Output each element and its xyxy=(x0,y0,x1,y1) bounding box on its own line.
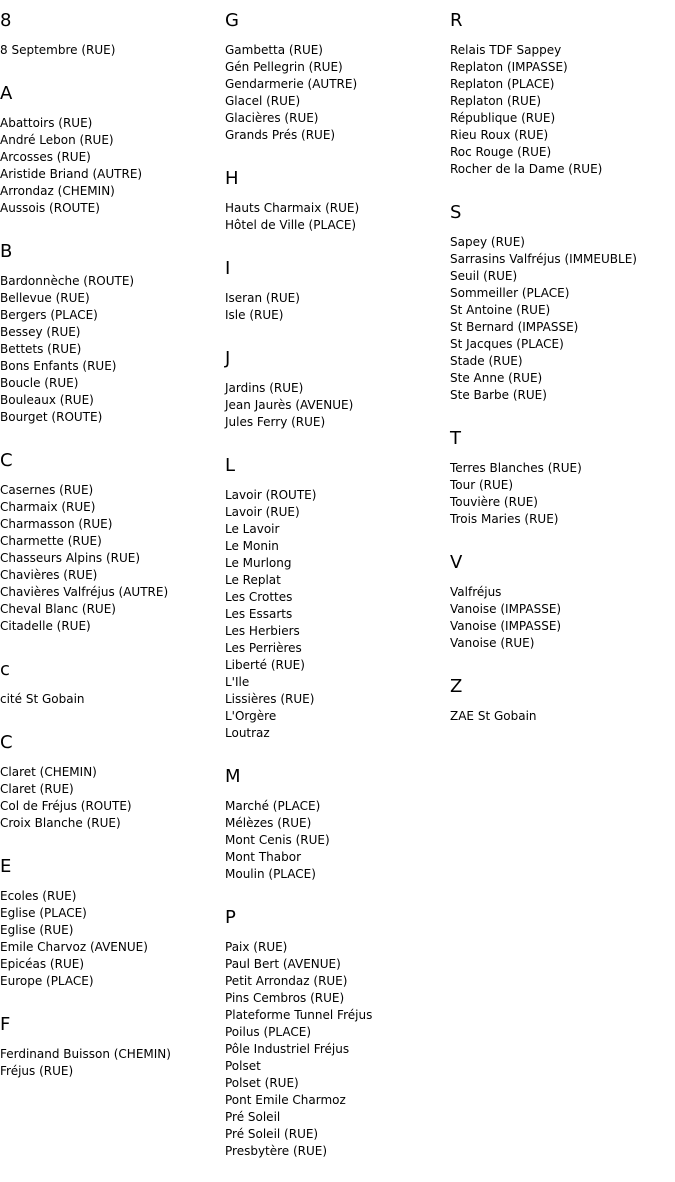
street-entry: Replaton (PLACE) xyxy=(450,77,555,91)
street-entry: Col de Fréjus (ROUTE) xyxy=(0,799,132,813)
street-entry: Pôle Industriel Fréjus xyxy=(225,1042,350,1056)
street-entry: Europe (PLACE) xyxy=(0,974,94,988)
street-entry: Marché (PLACE) xyxy=(225,799,321,813)
street-entry: Ste Barbe (RUE) xyxy=(450,388,547,402)
street-entry: Trois Maries (RUE) xyxy=(450,512,559,526)
street-entry: André Lebon (RUE) xyxy=(0,133,114,147)
street-entry: Pré Soleil xyxy=(225,1110,281,1124)
street-entry: L'Ile xyxy=(225,675,250,689)
street-entry: Bellevue (RUE) xyxy=(0,291,90,305)
street-entry: Lavoir (ROUTE) xyxy=(225,488,317,502)
street-entry: Hôtel de Ville (PLACE) xyxy=(225,218,357,232)
street-entry: Glacières (RUE) xyxy=(225,111,319,125)
letter-group xyxy=(225,453,450,742)
street-entry: Isle (RUE) xyxy=(225,308,284,322)
street-entry: Polset xyxy=(225,1059,261,1073)
street-entry: Hauts Charmaix (RUE) xyxy=(225,201,360,215)
letter-group xyxy=(0,448,225,635)
letter-group xyxy=(0,81,225,217)
street-entry: Jean Jaurès (AVENUE) xyxy=(225,398,354,412)
street-entry: Eglise (RUE) xyxy=(0,923,74,937)
street-entry: Les Crottes xyxy=(225,590,293,604)
street-entry: Glacel (RUE) xyxy=(225,94,301,108)
street-entry: Fréjus (RUE) xyxy=(0,1064,74,1078)
street-entry: Roc Rouge (RUE) xyxy=(450,145,552,159)
street-entry: Bourget (ROUTE) xyxy=(0,410,103,424)
letter-heading: J xyxy=(225,348,231,369)
street-entry: Bons Enfants (RUE) xyxy=(0,359,117,373)
street-entry: Eglise (PLACE) xyxy=(0,906,87,920)
letter-heading: A xyxy=(0,83,13,104)
street-entry: Bouleaux (RUE) xyxy=(0,393,94,407)
street-entry: Valfréjus xyxy=(450,585,502,599)
street-entry: Boucle (RUE) xyxy=(0,376,79,390)
street-entry: Le Lavoir xyxy=(225,522,280,536)
street-entry: St Antoine (RUE) xyxy=(450,303,551,317)
street-entry: Les Perrières xyxy=(225,641,302,655)
street-index-column xyxy=(0,8,225,1102)
street-entry: Liberté (RUE) xyxy=(225,658,305,672)
street-entry: Polset (RUE) xyxy=(225,1076,299,1090)
street-entry: Paul Bert (AVENUE) xyxy=(225,957,341,971)
street-entry: Epicéas (RUE) xyxy=(0,957,84,971)
street-entry: Pont Emile Charmoz xyxy=(225,1093,346,1107)
street-entry: Petit Arrondaz (RUE) xyxy=(225,974,348,988)
street-entry: Presbytère (RUE) xyxy=(225,1144,328,1158)
letter-group xyxy=(0,730,225,832)
street-entry: Sommeiller (PLACE) xyxy=(450,286,570,300)
letter-group xyxy=(225,166,450,234)
street-entry: Bettets (RUE) xyxy=(0,342,82,356)
street-entry: Charmasson (RUE) xyxy=(0,517,113,531)
street-entry: Rieu Roux (RUE) xyxy=(450,128,549,142)
street-entry: Ecoles (RUE) xyxy=(0,889,77,903)
street-entry: Arcosses (RUE) xyxy=(0,150,91,164)
street-entry: Mont Cenis (RUE) xyxy=(225,833,330,847)
street-entry: Seuil (RUE) xyxy=(450,269,518,283)
street-entry: Mont Thabor xyxy=(225,850,302,864)
street-index-column xyxy=(450,8,675,747)
letter-group xyxy=(225,346,450,431)
letter-heading: G xyxy=(225,10,239,31)
street-entry: Vanoise (IMPASSE) xyxy=(450,602,562,616)
street-entry: Le Replat xyxy=(225,573,281,587)
street-entry: Le Monin xyxy=(225,539,279,553)
street-entry: Les Herbiers xyxy=(225,624,300,638)
street-entry: ZAE St Gobain xyxy=(450,709,537,723)
street-entry: Jardins (RUE) xyxy=(225,381,304,395)
letter-heading: Z xyxy=(450,676,463,697)
letter-group xyxy=(450,8,675,178)
street-entry: Touvière (RUE) xyxy=(450,495,538,509)
street-entry: Chavières (RUE) xyxy=(0,568,98,582)
letter-group xyxy=(0,657,225,708)
street-entry: Aussois (ROUTE) xyxy=(0,201,100,215)
letter-heading: 8 xyxy=(0,10,12,31)
street-entry: Plateforme Tunnel Fréjus xyxy=(225,1008,373,1022)
street-entry: Paix (RUE) xyxy=(225,940,288,954)
street-entry: cité St Gobain xyxy=(0,692,85,706)
street-entry: Charmaix (RUE) xyxy=(0,500,96,514)
street-entry: Replaton (RUE) xyxy=(450,94,542,108)
letter-group xyxy=(0,854,225,990)
street-entry: Les Essarts xyxy=(225,607,293,621)
street-entry: Arrondaz (CHEMIN) xyxy=(0,184,115,198)
street-entry: Relais TDF Sappey xyxy=(450,43,562,57)
street-entry: Pins Cembros (RUE) xyxy=(225,991,345,1005)
letter-heading: C xyxy=(0,732,13,753)
street-entry: Poilus (PLACE) xyxy=(225,1025,312,1039)
street-entry: Abattoirs (RUE) xyxy=(0,116,93,130)
letter-group xyxy=(450,426,675,528)
letter-group xyxy=(225,905,450,1160)
street-entry: Moulin (PLACE) xyxy=(225,867,316,881)
letter-group xyxy=(225,256,450,324)
street-entry: Bardonnèche (ROUTE) xyxy=(0,274,135,288)
street-entry: Sapey (RUE) xyxy=(450,235,525,249)
street-entry: Chasseurs Alpins (RUE) xyxy=(0,551,141,565)
street-entry: Le Murlong xyxy=(225,556,292,570)
street-entry: Claret (RUE) xyxy=(0,782,74,796)
letter-heading: S xyxy=(450,202,462,223)
street-entry: Vanoise (RUE) xyxy=(450,636,535,650)
letter-heading: I xyxy=(225,258,231,279)
street-entry: Ferdinand Buisson (CHEMIN) xyxy=(0,1047,171,1061)
letter-heading: B xyxy=(0,241,13,262)
letter-group xyxy=(450,200,675,404)
street-entry: Croix Blanche (RUE) xyxy=(0,816,121,830)
letter-group xyxy=(225,764,450,883)
street-entry: Claret (CHEMIN) xyxy=(0,765,97,779)
letter-heading: F xyxy=(0,1014,11,1035)
street-entry: Cheval Blanc (RUE) xyxy=(0,602,116,616)
street-entry: Sarrasins Valfréjus (IMMEUBLE) xyxy=(450,252,637,266)
letter-heading: M xyxy=(225,766,241,787)
letter-heading: R xyxy=(450,10,463,31)
letter-heading: T xyxy=(450,428,461,449)
street-entry: Vanoise (IMPASSE) xyxy=(450,619,562,633)
letter-group xyxy=(0,8,225,59)
street-entry: Emile Charvoz (AVENUE) xyxy=(0,940,148,954)
street-entry: Gén Pellegrin (RUE) xyxy=(225,60,343,74)
street-entry: Casernes (RUE) xyxy=(0,483,94,497)
letter-group xyxy=(0,239,225,426)
street-entry: Stade (RUE) xyxy=(450,354,523,368)
street-entry: Lavoir (RUE) xyxy=(225,505,300,519)
letter-group xyxy=(450,674,675,725)
street-entry: Charmette (RUE) xyxy=(0,534,102,548)
street-entry: Lissières (RUE) xyxy=(225,692,315,706)
street-entry: Gendarmerie (AUTRE) xyxy=(225,77,358,91)
street-entry: Aristide Briand (AUTRE) xyxy=(0,167,143,181)
street-entry: Bessey (RUE) xyxy=(0,325,81,339)
letter-group xyxy=(450,550,675,652)
street-entry: Rocher de la Dame (RUE) xyxy=(450,162,603,176)
street-entry: République (RUE) xyxy=(450,111,556,125)
letter-heading: c xyxy=(0,659,10,680)
street-entry: St Jacques (PLACE) xyxy=(450,337,564,351)
street-entry: St Bernard (IMPASSE) xyxy=(450,320,579,334)
street-entry: Bergers (PLACE) xyxy=(0,308,98,322)
street-entry: Loutraz xyxy=(225,726,270,740)
street-entry: Iseran (RUE) xyxy=(225,291,300,305)
street-entry: Terres Blanches (RUE) xyxy=(450,461,582,475)
street-entry: Pré Soleil (RUE) xyxy=(225,1127,319,1141)
street-entry: Chavières Valfréjus (AUTRE) xyxy=(0,585,169,599)
street-entry: Jules Ferry (RUE) xyxy=(225,415,326,429)
letter-heading: L xyxy=(225,455,236,476)
letter-group xyxy=(225,8,450,144)
street-index-column xyxy=(225,8,450,1182)
street-entry: Ste Anne (RUE) xyxy=(450,371,543,385)
street-entry: Tour (RUE) xyxy=(450,478,514,492)
letter-heading: P xyxy=(225,907,236,928)
letter-heading: H xyxy=(225,168,239,189)
street-entry: Mélèzes (RUE) xyxy=(225,816,312,830)
street-entry: Grands Prés (RUE) xyxy=(225,128,336,142)
street-entry: Gambetta (RUE) xyxy=(225,43,323,57)
letter-heading: C xyxy=(0,450,13,471)
letter-heading: E xyxy=(0,856,12,877)
letter-group xyxy=(0,1012,225,1080)
letter-heading: V xyxy=(450,552,463,573)
street-entry: L'Orgère xyxy=(225,709,277,723)
street-entry: 8 Septembre (RUE) xyxy=(0,43,116,57)
street-entry: Replaton (IMPASSE) xyxy=(450,60,568,74)
street-entry: Citadelle (RUE) xyxy=(0,619,91,633)
